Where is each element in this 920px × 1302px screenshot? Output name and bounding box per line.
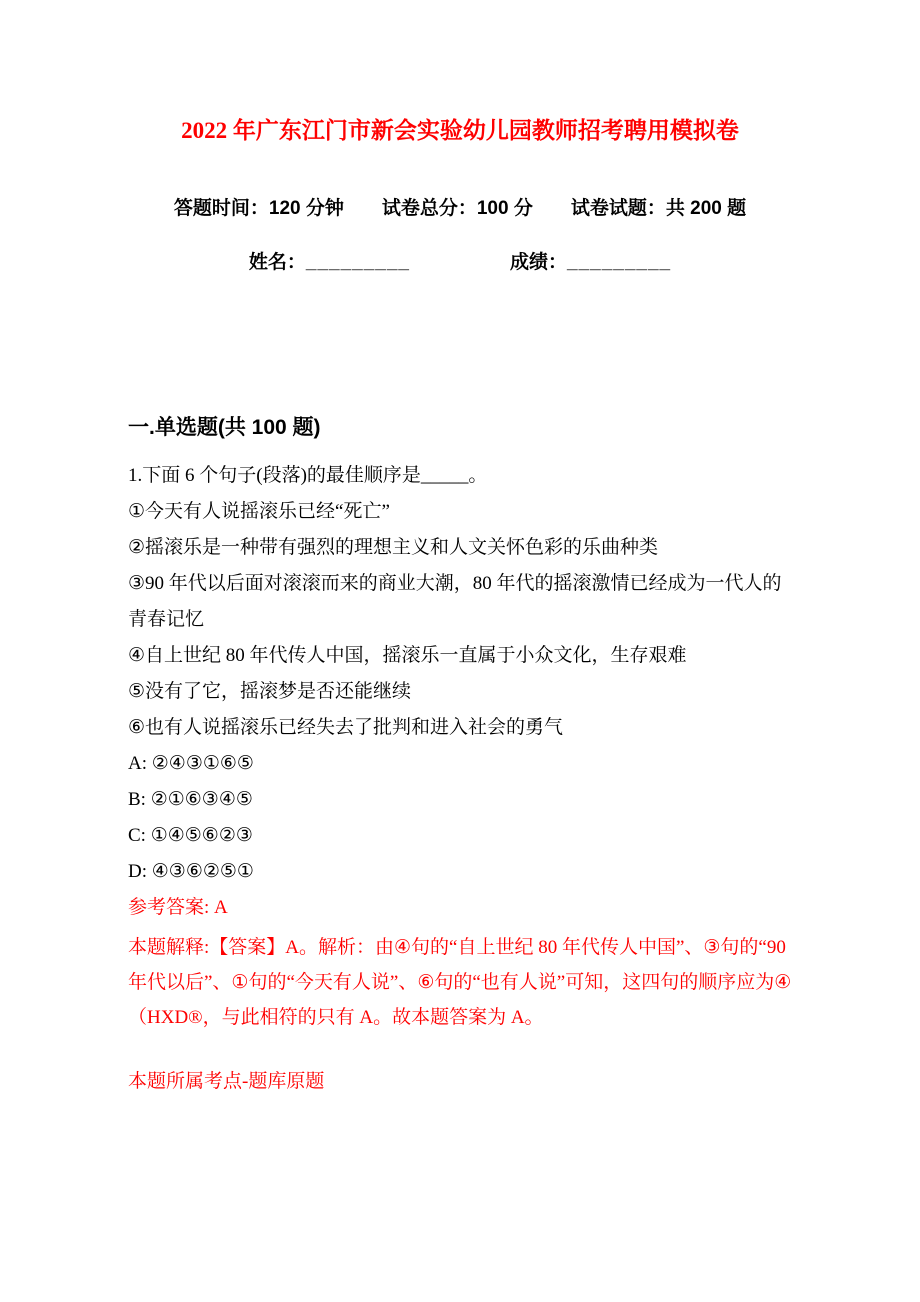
- question-stem: 1.下面 6 个句子(段落)的最佳顺序是_____。: [128, 465, 488, 486]
- option-b: B: ②①⑥③④⑤: [128, 789, 253, 810]
- name-field: [249, 250, 410, 276]
- question-block: [128, 458, 792, 1100]
- exam-title: 2022 年广东江门市新会实验幼儿园教师招考聘用模拟卷: [181, 118, 739, 143]
- meta-line: [0, 196, 920, 222]
- meta-total-score: 试卷总分：100 分: [381, 198, 533, 219]
- question-sentence-5: ⑤没有了它，摇滚梦是否还能继续: [128, 681, 412, 702]
- answer-text: 参考答案: A: [128, 897, 228, 918]
- question-sentence-6: ⑥也有人说摇滚乐已经失去了批判和进入社会的勇气: [128, 717, 564, 738]
- name-score-line: [0, 250, 920, 276]
- name-label: 姓名：: [248, 252, 306, 273]
- meta-duration: 答题时间：120 分钟: [173, 198, 344, 219]
- topic-note: 本题所属考点-题库原题: [128, 1071, 325, 1092]
- name-blank: _________: [305, 252, 410, 273]
- question-sentence-4: ④自上世纪 80 年代传人中国，摇滚乐一直属于小众文化，生存艰难: [128, 645, 687, 666]
- meta-question-count: 试卷试题：共 200 题: [570, 198, 747, 219]
- score-label: 成绩：: [510, 252, 568, 273]
- option-c: C: ①④⑤⑥②③: [128, 825, 253, 846]
- score-field: [510, 250, 671, 276]
- option-a: A: ②④③①⑥⑤: [128, 753, 254, 774]
- question-sentence-1: ①今天有人说摇滚乐已经“死亡”: [128, 501, 390, 522]
- question-sentence-2: ②摇滚乐是一种带有强烈的理想主义和人文关怀色彩的乐曲种类: [128, 537, 659, 558]
- option-d: D: ④③⑥②⑤①: [128, 861, 254, 882]
- explanation-text: 本题解释:【答案】A。解析：由④句的“自上世纪 80 年代传人中国”、③句的“90 年代以后”、①句的“今天有人说”、⑥句的“也有人说”可知，这四句的顺序应为④（HXD®，与此相符的只有 A。故本题答案为 A。: [128, 937, 792, 1028]
- section-heading: 一.单选题(共 100 题): [128, 416, 321, 439]
- question-sentence-3: ③90 年代以后面对滚滚而来的商业大潮，80 年代的摇滚激情已经成为一代人的青春记忆: [128, 573, 782, 630]
- score-blank: _________: [567, 252, 672, 273]
